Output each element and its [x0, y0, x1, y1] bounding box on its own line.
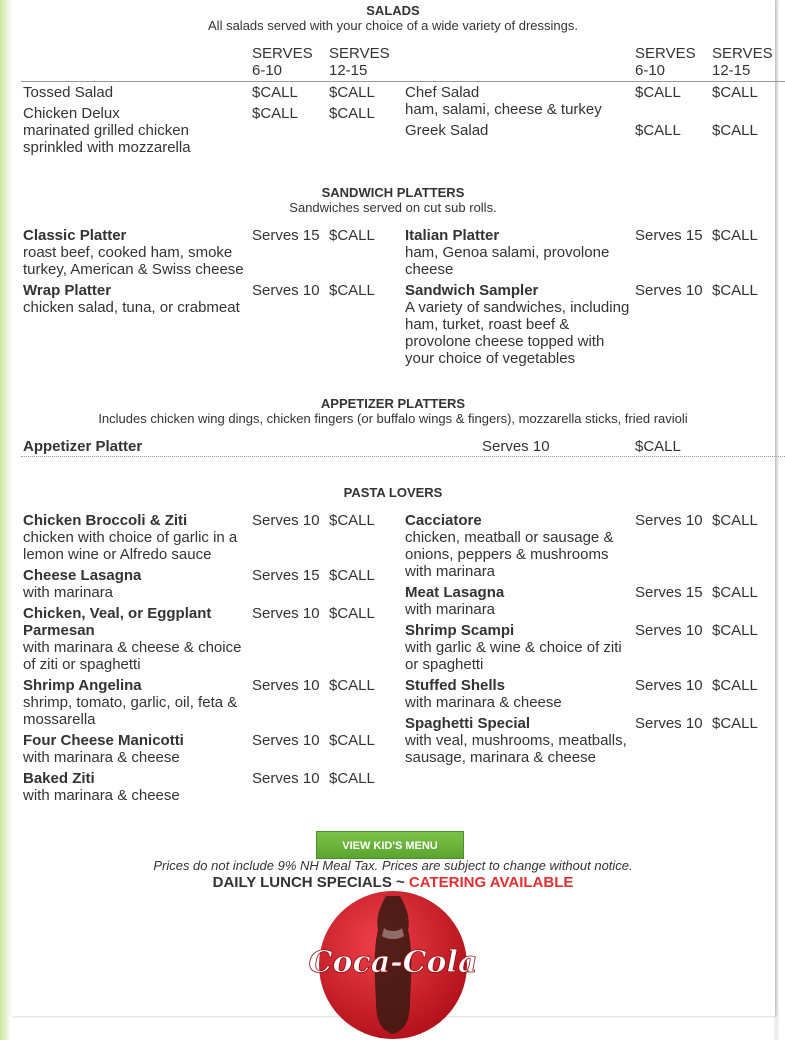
pasta-parmesan — [23, 605, 248, 673]
pasta-meat-lasagna-price: $CALL — [712, 584, 758, 601]
sandwich-sampler-desc: A variety of sandwiches, including ham, turket, roast beef & provolone cheese topped with your choice of vegetables — [405, 299, 630, 367]
salads-header-left-1: SERVES 6-10 — [252, 45, 313, 79]
coca-cola-logo — [308, 890, 478, 1040]
sandwich-classic-serves: Serves 15 — [252, 227, 320, 244]
pasta-baked-ziti-serves: Serves 10 — [252, 770, 320, 787]
pasta-cheese-lasagna-price: $CALL — [329, 567, 375, 584]
menu-page — [11, 0, 775, 1016]
sandwich-italian — [405, 227, 630, 278]
pasta-manicotti-serves: Serves 10 — [252, 732, 320, 749]
pasta-broccoli-ziti-desc: chicken with choice of garlic in a lemon wine or Alfredo sauce — [23, 529, 238, 563]
pasta-stuffed-shells-desc: with marinara & cheese — [405, 694, 562, 711]
pasta-spaghetti-special-serves: Serves 10 — [635, 715, 703, 732]
salads-divider — [21, 81, 785, 82]
sandwich-wrap-desc: chicken salad, tuna, or crabmeat — [23, 299, 240, 316]
pasta-cheese-lasagna-name: Cheese Lasagna — [23, 567, 142, 584]
pasta-manicotti-price: $CALL — [329, 732, 375, 749]
pasta-parmesan-serves: Serves 10 — [252, 605, 320, 622]
pasta-parmesan-desc: with marinara & cheese & choice of ziti or spaghetti — [23, 639, 242, 673]
sandwich-classic — [23, 227, 248, 278]
sandwich-wrap-name: Wrap Platter — [23, 282, 112, 299]
pasta-baked-ziti — [23, 770, 248, 804]
daily-specials-text: DAILY LUNCH SPECIALS ~ — [212, 874, 409, 891]
salad-chef — [405, 84, 630, 118]
sandwich-title: SANDWICH PLATTERS — [321, 185, 465, 200]
salad-chicken-delux-p2: $CALL — [329, 105, 375, 122]
sandwich-italian-desc: ham, Genoa salami, provolone cheese — [405, 244, 610, 278]
view-kids-menu-button[interactable]: VIEW KID'S MENU — [316, 831, 464, 859]
sandwich-wrap-serves: Serves 10 — [252, 282, 320, 299]
salad-chef-p2: $CALL — [712, 84, 758, 101]
pasta-manicotti-desc: with marinara & cheese — [23, 749, 180, 766]
appetizer-platter-name: Appetizer Platter — [23, 438, 143, 455]
pasta-stuffed-shells-serves: Serves 10 — [635, 677, 703, 694]
pasta-baked-ziti-name: Baked Ziti — [23, 770, 95, 787]
pasta-manicotti-name: Four Cheese Manicotti — [23, 732, 184, 749]
salad-chef-name: Chef Salad — [405, 84, 480, 101]
pasta-cheese-lasagna — [23, 567, 248, 601]
salad-chicken-delux-desc: marinated grilled chicken sprinkled with mozzarella — [23, 122, 191, 156]
salad-greek-p2: $CALL — [712, 122, 758, 139]
sandwich-classic-name: Classic Platter — [23, 227, 127, 244]
pasta-broccoli-ziti — [23, 512, 248, 563]
sandwich-classic-desc: roast beef, cooked ham, smoke turkey, American & Swiss cheese — [23, 244, 244, 278]
logo-wordmark: Coca-Cola — [308, 945, 478, 980]
pasta-cacciatore — [405, 512, 630, 580]
pasta-cacciatore-desc: chicken, meatball or sausage & onions, peppers & mushrooms with marinara — [405, 529, 614, 580]
salad-tossed-p1: $CALL — [252, 84, 298, 101]
pasta-spaghetti-special — [405, 715, 633, 766]
pasta-shrimp-angelina-name: Shrimp Angelina — [23, 677, 142, 694]
salad-chef-desc: ham, salami, cheese & turkey — [405, 101, 602, 118]
sandwich-classic-price: $CALL — [329, 227, 375, 244]
appetizer-title: APPETIZER PLATTERS — [320, 396, 466, 411]
sandwich-sampler — [405, 282, 633, 367]
salad-tossed-name: Tossed Salad — [23, 84, 114, 101]
salads-header-right-2: SERVES 12-15 — [712, 45, 773, 79]
sandwich-sampler-name: Sandwich Sampler — [405, 282, 539, 299]
sandwich-italian-name: Italian Platter — [405, 227, 500, 244]
pasta-broccoli-ziti-price: $CALL — [329, 512, 375, 529]
pasta-stuffed-shells — [405, 677, 630, 711]
pasta-shrimp-angelina-serves: Serves 10 — [252, 677, 320, 694]
pasta-meat-lasagna-serves: Serves 15 — [635, 584, 703, 601]
pasta-cacciatore-serves: Serves 10 — [635, 512, 703, 529]
pasta-title: PASTA LOVERS — [343, 485, 443, 500]
salad-tossed-p2: $CALL — [329, 84, 375, 101]
salad-chef-p1: $CALL — [635, 84, 681, 101]
pasta-shrimp-scampi — [405, 622, 630, 673]
pasta-meat-lasagna — [405, 584, 630, 618]
pasta-meat-lasagna-name: Meat Lasagna — [405, 584, 505, 601]
appetizer-subtitle: Includes chicken wing dings, chicken fingers (or buffalo wings & fingers), mozzarella sticks, fried ravioli — [98, 411, 688, 426]
tax-note: Prices do not include 9% NH Meal Tax. Prices are subject to change without notice. — [153, 858, 633, 873]
salad-greek-p1: $CALL — [635, 122, 681, 139]
pasta-shrimp-scampi-desc: with garlic & wine & choice of ziti or spaghetti — [405, 639, 622, 673]
pasta-spaghetti-special-name: Spaghetti Special — [405, 715, 531, 732]
pasta-shrimp-scampi-name: Shrimp Scampi — [405, 622, 515, 639]
sandwich-wrap-price: $CALL — [329, 282, 375, 299]
salads-header-left-2: SERVES 12-15 — [329, 45, 390, 79]
sandwich-italian-price: $CALL — [712, 227, 758, 244]
salad-greek-name: Greek Salad — [405, 122, 489, 139]
pasta-meat-lasagna-desc: with marinara — [405, 601, 496, 618]
daily-specials-line — [11, 874, 775, 891]
salads-subtitle: All salads served with your choice of a wide variety of dressings. — [208, 18, 578, 33]
sandwich-subtitle: Sandwiches served on cut sub rolls. — [289, 200, 497, 215]
pasta-broccoli-ziti-name: Chicken Broccoli & Ziti — [23, 512, 188, 529]
sandwich-sampler-serves: Serves 10 — [635, 282, 703, 299]
pasta-cheese-lasagna-serves: Serves 15 — [252, 567, 320, 584]
pasta-parmesan-name: Chicken, Veal, or Eggplant Parmesan — [23, 605, 212, 639]
salads-header-right-1: SERVES 6-10 — [635, 45, 696, 79]
pasta-manicotti — [23, 732, 248, 766]
sandwich-sampler-price: $CALL — [712, 282, 758, 299]
pasta-baked-ziti-price: $CALL — [329, 770, 375, 787]
pasta-cacciatore-price: $CALL — [712, 512, 758, 529]
sandwich-wrap — [23, 282, 248, 316]
pasta-spaghetti-special-price: $CALL — [712, 715, 758, 732]
pasta-spaghetti-special-desc: with veal, mushrooms, meatballs, sausage, marinara & cheese — [405, 732, 627, 766]
pasta-shrimp-angelina — [23, 677, 248, 728]
catering-available-link[interactable]: CATERING AVAILABLE — [408, 874, 574, 891]
appetizer-divider — [21, 456, 785, 457]
pasta-broccoli-ziti-serves: Serves 10 — [252, 512, 320, 529]
appetizer-platter-serves: Serves 10 — [482, 438, 550, 455]
pasta-cheese-lasagna-desc: with marinara — [23, 584, 114, 601]
pasta-stuffed-shells-price: $CALL — [712, 677, 758, 694]
pasta-stuffed-shells-name: Stuffed Shells — [405, 677, 506, 694]
pasta-shrimp-scampi-price: $CALL — [712, 622, 758, 639]
pasta-cacciatore-name: Cacciatore — [405, 512, 482, 529]
salad-chicken-delux — [23, 105, 243, 156]
salad-chicken-delux-p1: $CALL — [252, 105, 298, 122]
pasta-shrimp-scampi-serves: Serves 10 — [635, 622, 703, 639]
sandwich-italian-serves: Serves 15 — [635, 227, 703, 244]
salads-title: SALADS — [366, 3, 420, 18]
pasta-shrimp-angelina-price: $CALL — [329, 677, 375, 694]
pasta-shrimp-angelina-desc: shrimp, tomato, garlic, oil, feta & mossarella — [23, 694, 238, 728]
pasta-baked-ziti-desc: with marinara & cheese — [23, 787, 180, 804]
pasta-parmesan-price: $CALL — [329, 605, 375, 622]
appetizer-platter-price: $CALL — [635, 438, 681, 455]
salad-chicken-delux-name: Chicken Delux — [23, 105, 120, 122]
